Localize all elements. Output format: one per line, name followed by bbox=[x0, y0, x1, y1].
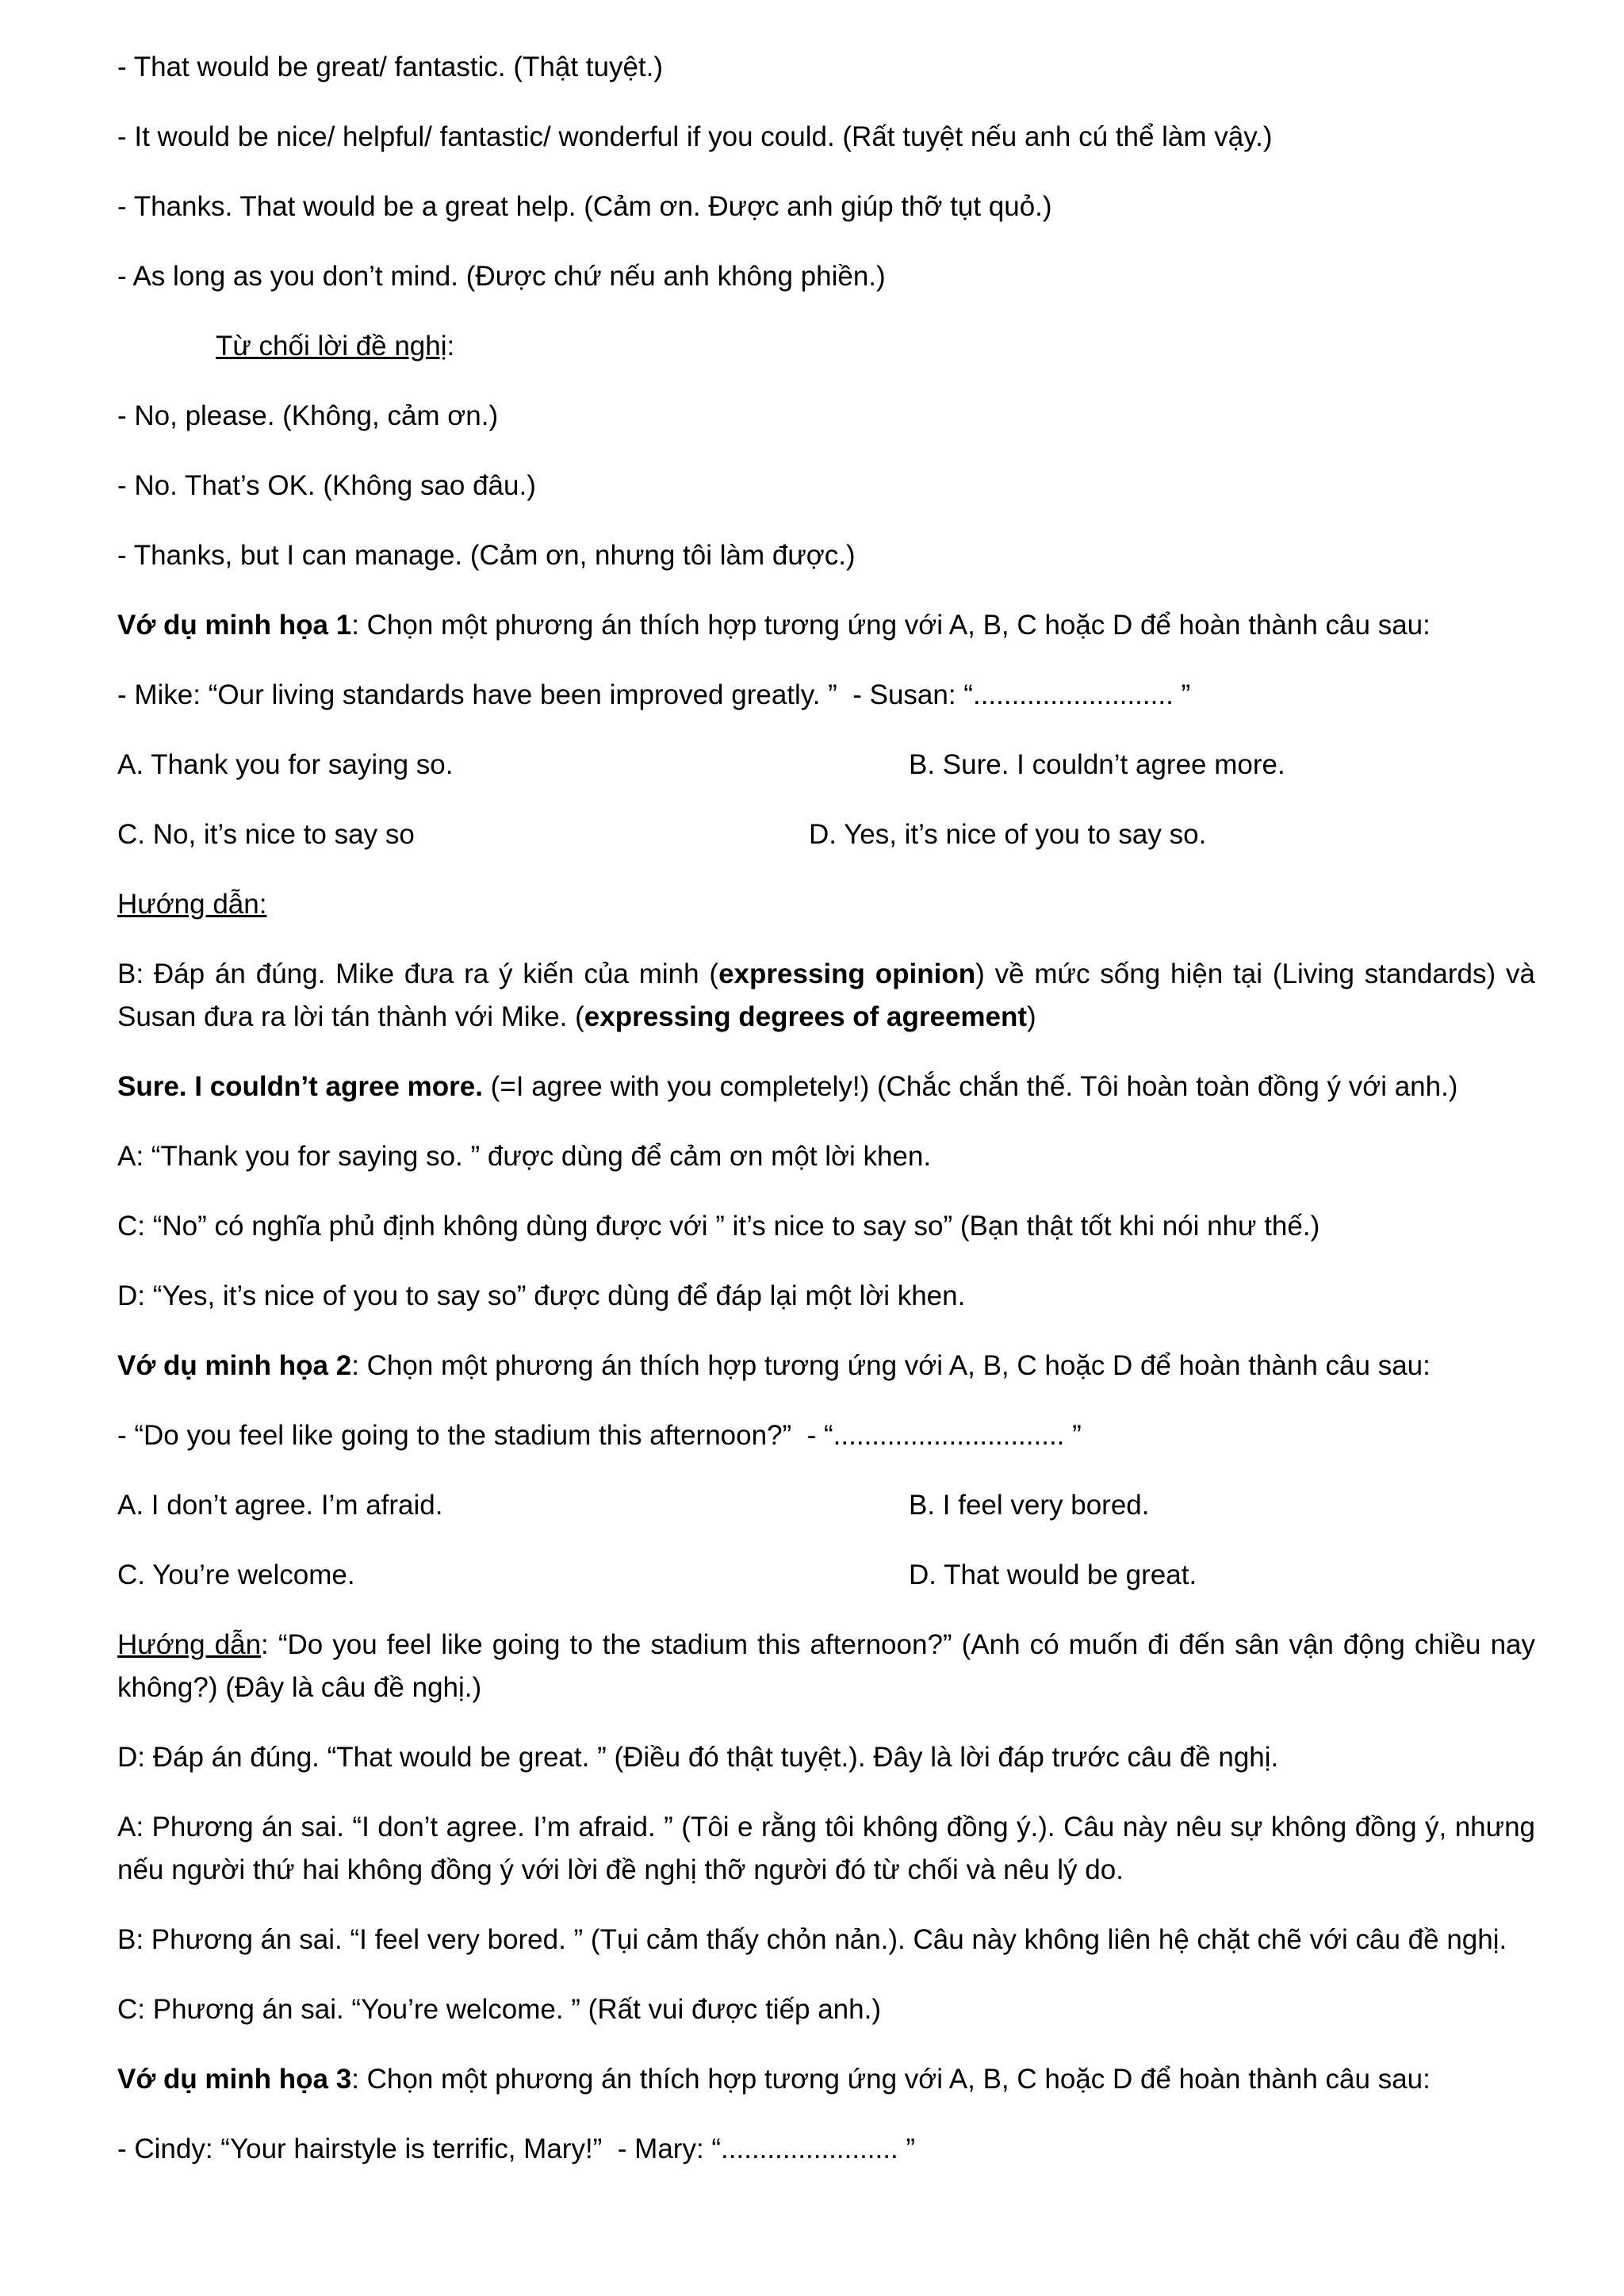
example2-heading bbox=[117, 1345, 1535, 1387]
example1-options-row1 bbox=[117, 744, 1535, 786]
example1-option-c: C. No, it’s nice to say so bbox=[117, 819, 415, 850]
line-decline-please: - No, please. (Không, cảm ơn.) bbox=[117, 400, 499, 431]
example1-key-rest: (=I agree with you completely!) (Chắc chắn thế. Tôi hoàn toàn đồng ý với anh.) bbox=[482, 1071, 1458, 1102]
example1-explain-d: D: “Yes, it’s nice of you to say so” được dùng để đáp lại một lời khen. bbox=[117, 1280, 966, 1311]
subheading-decline-colon: : bbox=[446, 331, 455, 362]
example3-question: - Cindy: “Your hairstyle is terrific, Mary!” - Mary: “....................... ” bbox=[117, 2133, 916, 2164]
example2-guide-label: Hướng dẫn bbox=[117, 1629, 262, 1660]
example1-key bbox=[117, 1066, 1535, 1108]
example1-answer-term2: expressing degrees of agreement bbox=[584, 1001, 1028, 1032]
example1-question: - Mike: “Our living standards have been improved greatly. ” - Susan: “.......................... ” bbox=[117, 679, 1191, 710]
example2-options-row2 bbox=[117, 1554, 1535, 1597]
example1-option-d: D. Yes, it’s nice of you to say so. bbox=[809, 819, 1207, 850]
example2-label: Vớ dụ minh họa 2 bbox=[117, 1350, 352, 1381]
example2-question: - “Do you feel like going to the stadium this afternoon?” - “.............................. ” bbox=[117, 1420, 1082, 1451]
example1-guide-label: Hướng dẫn: bbox=[117, 889, 267, 920]
line-accept-mind: - As long as you don’t mind. (Được chứ nếu anh không phiền.) bbox=[117, 261, 886, 292]
example1-options-row2 bbox=[117, 813, 1535, 856]
example2-explain-b: B: Phương án sai. “I feel very bored. ” (Tụi cảm thấy chỏn nản.). Câu này không liên hệ chặt chẽ với câu đề nghị. bbox=[117, 1924, 1507, 1955]
example1-answer-part3: ) bbox=[1027, 1001, 1036, 1032]
example1-explain-c: C: “No” có nghĩa phủ định không dùng được với ” it’s nice to say so” (Bạn thật tốt khi nói như thế.) bbox=[117, 1211, 1320, 1242]
example1-key-phrase: Sure. I couldn’t agree more. bbox=[117, 1071, 483, 1102]
example2-option-a: A. I don’t agree. I’m afraid. bbox=[117, 1490, 443, 1521]
example2-option-c: C. You’re welcome. bbox=[117, 1559, 355, 1590]
line-accept-thanks: - Thanks. That would be a great help. (Cảm ơn. Được anh giúp thỡ tụt quỏ.) bbox=[117, 191, 1052, 222]
example2-explain-d: D: Đáp án đúng. “That would be great. ” (Điều đó thật tuyệt.). Đây là lời đáp trước câu đề nghị. bbox=[117, 1742, 1279, 1773]
subheading-decline-text: Từ chối lời đề nghị bbox=[216, 331, 447, 362]
line-accept-nice: - It would be nice/ helpful/ fantastic/ wonderful if you could. (Rất tuyệt nếu anh cú thể làm vậy.) bbox=[117, 121, 1273, 152]
example3-label: Vớ dụ minh họa 3 bbox=[117, 2064, 352, 2095]
example1-label: Vớ dụ minh họa 1 bbox=[117, 610, 352, 641]
example1-answer-part1: B: Đáp án đúng. Mike đưa ra ý kiến của minh ( bbox=[117, 959, 719, 989]
line-decline-ok: - No. That’s OK. (Không sao đâu.) bbox=[117, 470, 536, 501]
example2-option-b: B. I feel very bored. bbox=[909, 1490, 1150, 1521]
example3-heading bbox=[117, 2058, 1535, 2101]
example1-answer-part2: ) về mức sống hiện tại (Living standards) và Susan đưa ra lời tán thành với Mike. ( bbox=[117, 959, 1543, 1032]
example2-guide-text: : “Do you feel like going to the stadium this afternoon?” (Anh có muốn đi đến sân vận động chiều nay không?) (Đây là câu đề nghị.) bbox=[117, 1629, 1543, 1703]
example3-instruction: : Chọn một phương án thích hợp tương ứng với A, B, C hoặc D để hoàn thành câu sau: bbox=[351, 2064, 1431, 2095]
example2-option-d: D. That would be great. bbox=[909, 1559, 1197, 1590]
line-decline-manage: - Thanks, but I can manage. (Cảm ơn, nhưng tôi làm được.) bbox=[117, 540, 856, 571]
example1-option-b: B. Sure. I couldn’t agree more. bbox=[909, 749, 1285, 780]
example2-instruction: : Chọn một phương án thích hợp tương ứng với A, B, C hoặc D để hoàn thành câu sau: bbox=[351, 1350, 1431, 1381]
subheading-decline bbox=[117, 325, 1535, 368]
example1-answer-term1: expressing opinion bbox=[718, 959, 976, 989]
example1-answer bbox=[117, 953, 1543, 1039]
example2-explain-a: A: Phương án sai. “I don’t agree. I’m afraid. ” (Tôi e rằng tôi không đồng ý.). Câu này nêu sự không đồng ý, nhưng nếu người thứ hai không đồng ý với lời đề nghị thỡ người đó từ chối và nêu lý do. bbox=[117, 1812, 1543, 1885]
line-accept-great: - That would be great/ fantastic. (Thật tuyệt.) bbox=[117, 52, 664, 82]
example2-explain-c: C: Phương án sai. “You’re welcome. ” (Rất vui được tiếp anh.) bbox=[117, 1994, 881, 2025]
example2-guide bbox=[117, 1624, 1543, 1709]
example1-option-a: A. Thank you for saying so. bbox=[117, 749, 454, 780]
example2-options-row1 bbox=[117, 1484, 1535, 1527]
example1-explain-a: A: “Thank you for saying so. ” được dùng để cảm ơn một lời khen. bbox=[117, 1141, 932, 1172]
example1-heading bbox=[117, 604, 1535, 647]
example1-instruction: : Chọn một phương án thích hợp tương ứng với A, B, C hoặc D để hoàn thành câu sau: bbox=[351, 610, 1431, 641]
